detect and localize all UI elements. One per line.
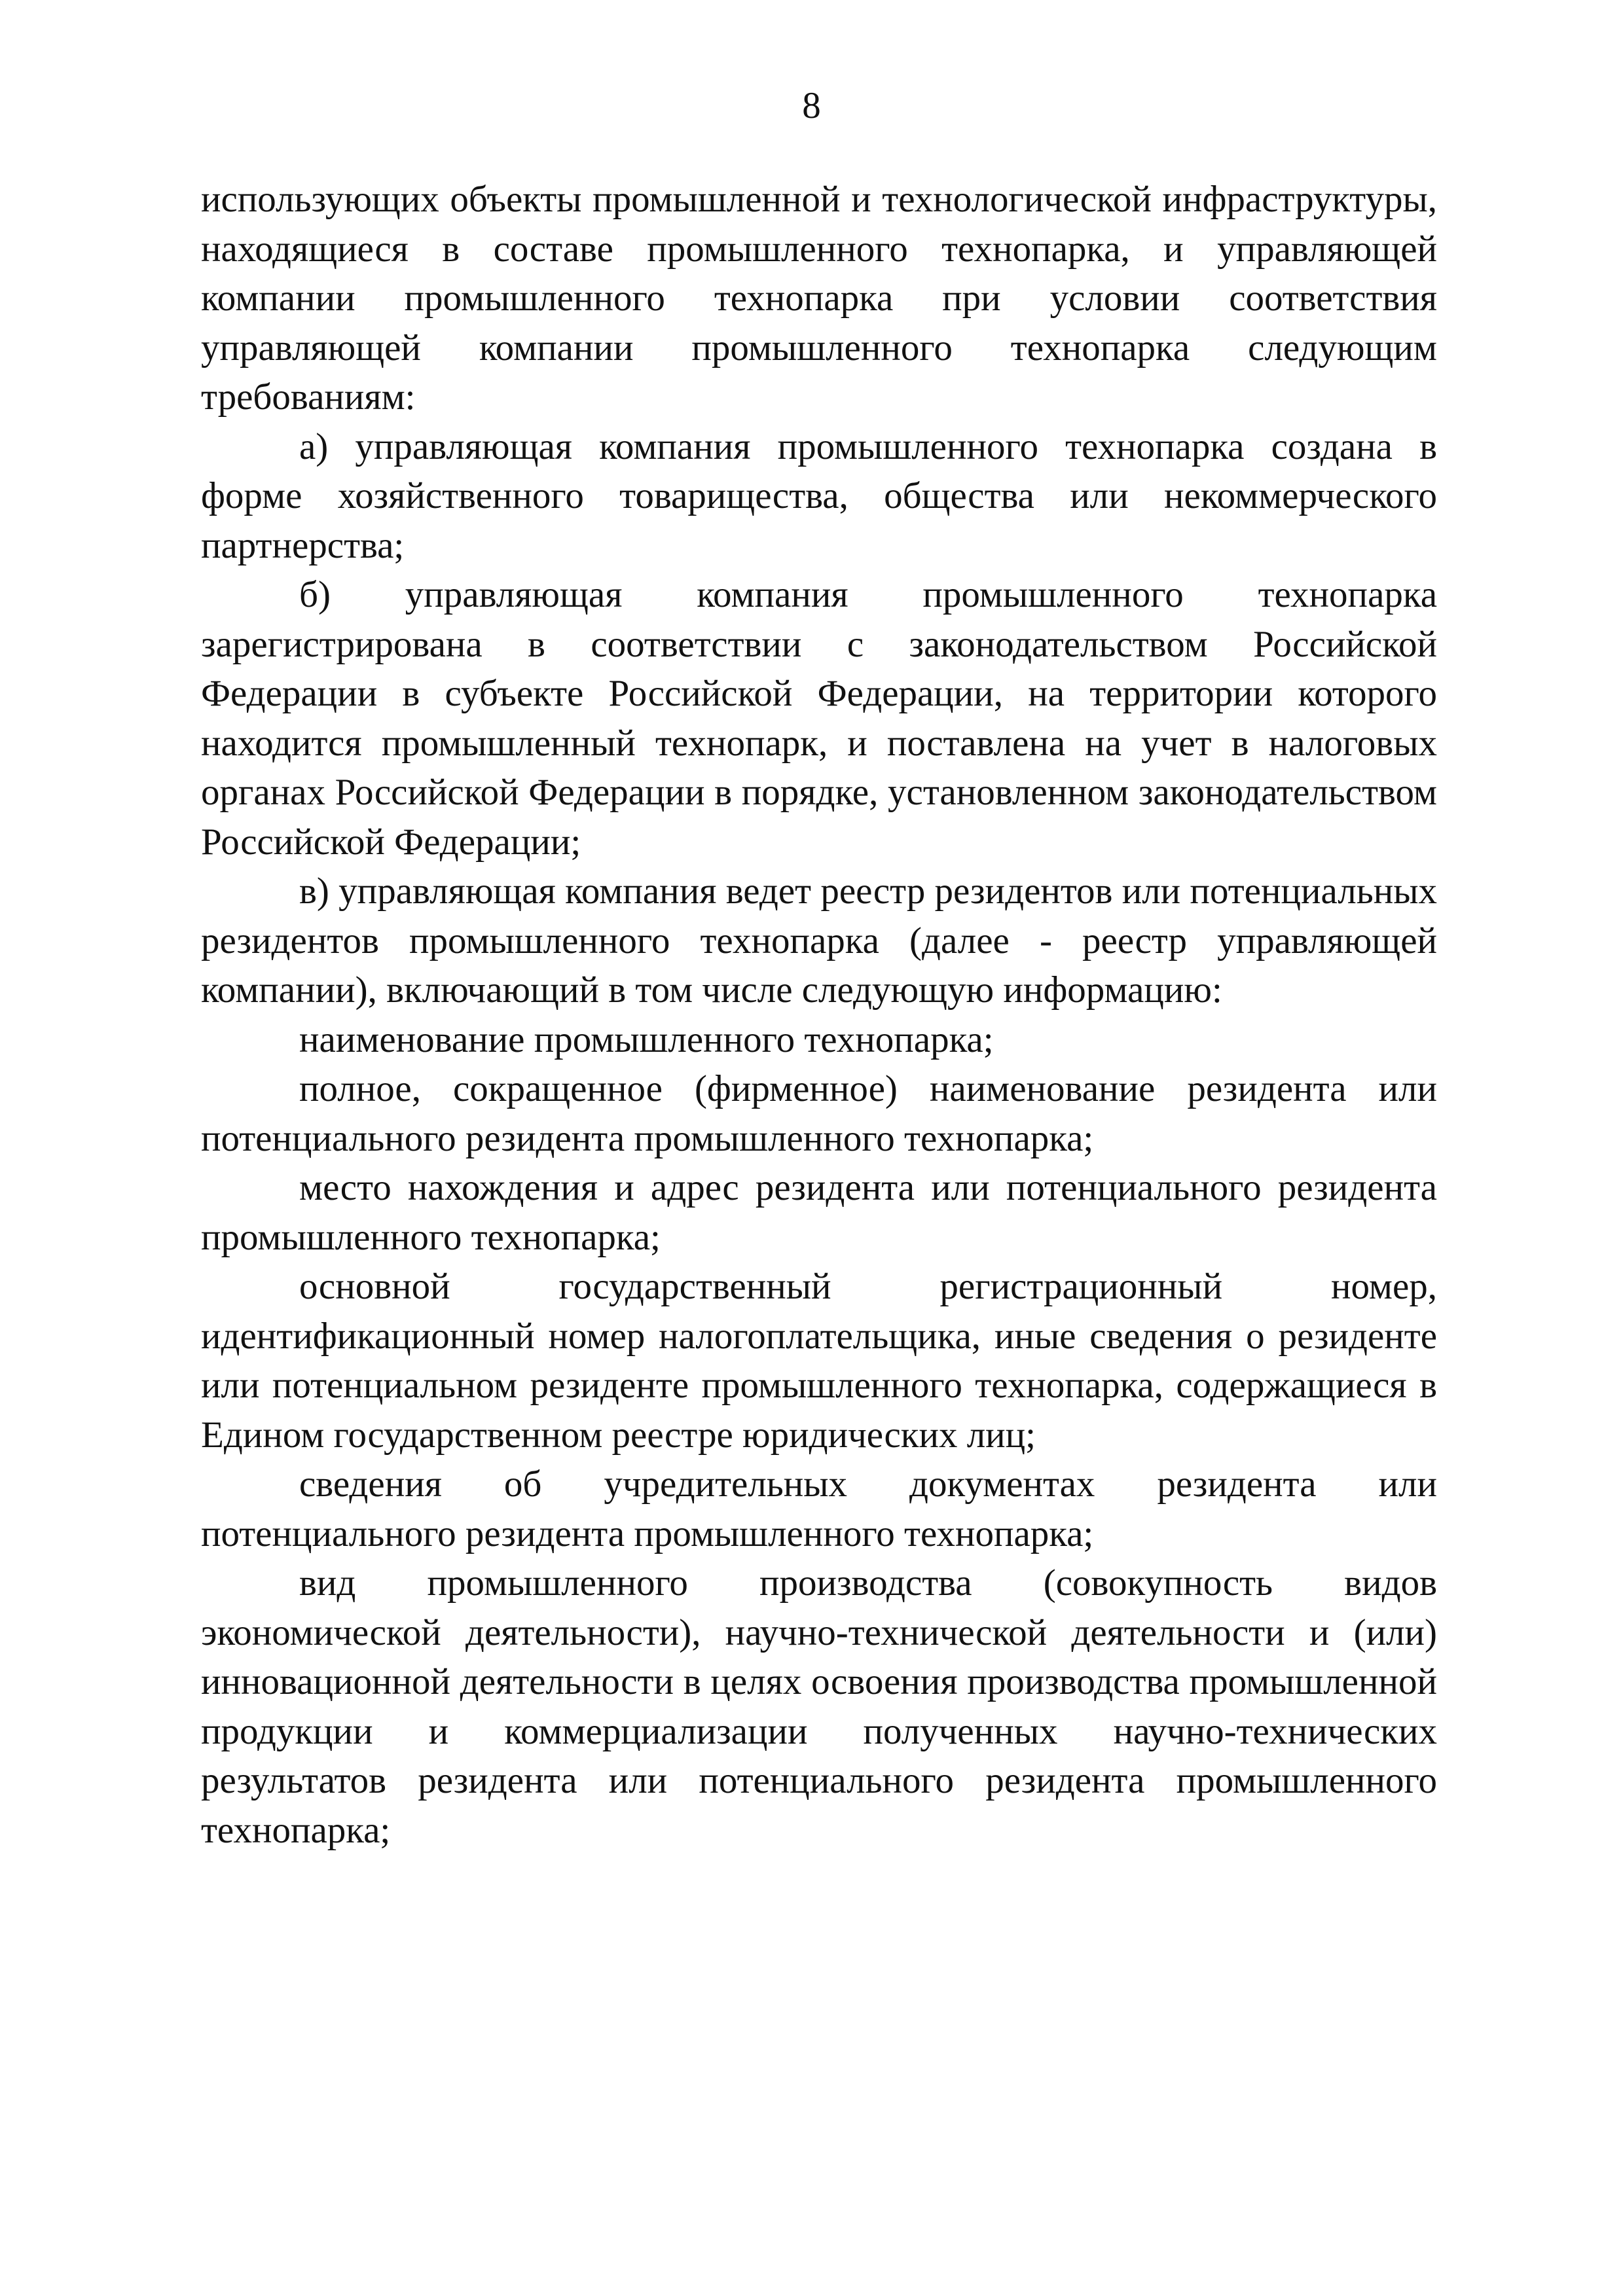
paragraph-continuation: использующих объекты промышленной и технологической инфраструктуры, находящиеся в составе промышленного технопарка, и управляющей компании промышленного технопарка при условии соответствия управляющей компании промышленного технопарка следующим требованиям: — [201, 179, 1437, 418]
paragraph-resident-address: место нахождения и адрес резидента или потенциального резидента промышленного технопарка; — [201, 1167, 1437, 1258]
paragraph-item-a: а) управляющая компания промышленного технопарка создана в форме хозяйственного товарищества, общества или некоммерческого партнерства; — [201, 425, 1437, 566]
paragraph-resident-name: полное, сокращенное (фирменное) наименование резидента или потенциального резидента промышленного технопарка; — [201, 1068, 1437, 1159]
paragraph-activity-type: вид промышленного производства (совокупность видов экономической деятельности), научно-технической деятельности и (или) инновационной деятельности в целях освоения производства промышленной продукции и коммерциализации полученных научно-технических результатов резидента или потенциального резидента промышленного технопарка; — [201, 1562, 1437, 1851]
document-body — [201, 175, 1437, 1855]
paragraph-technopark-name: наименование промышленного технопарка; — [299, 1018, 994, 1060]
paragraph-item-b: б) управляющая компания промышленного технопарка зарегистрирована в соответствии с законодательством Российской Федерации в субъекте Российской Федерации, на территории которого находится промышленный технопарк, и поставлена на учет в налоговых органах Российской Федерации в порядке, установленном законодательством Российской Федерации; — [201, 574, 1437, 863]
paragraph-registration-numbers: основной государственный регистрационный номер, идентификационный номер налогоплательщика, иные сведения о резиденте или потенциальном резиденте промышленного технопарка, содержащиеся в Едином государственном реестре юридических лиц; — [201, 1266, 1437, 1456]
page-number: 8 — [802, 85, 821, 126]
paragraph-item-v: в) управляющая компания ведет реестр резидентов или потенциальных резидентов промышленного технопарка (далее - реестр управляющей компании), включающий в том числе следующую информацию: — [201, 870, 1437, 1011]
paragraph-founding-documents: сведения об учредительных документах резидента или потенциального резидента промышленного технопарка; — [201, 1463, 1437, 1554]
